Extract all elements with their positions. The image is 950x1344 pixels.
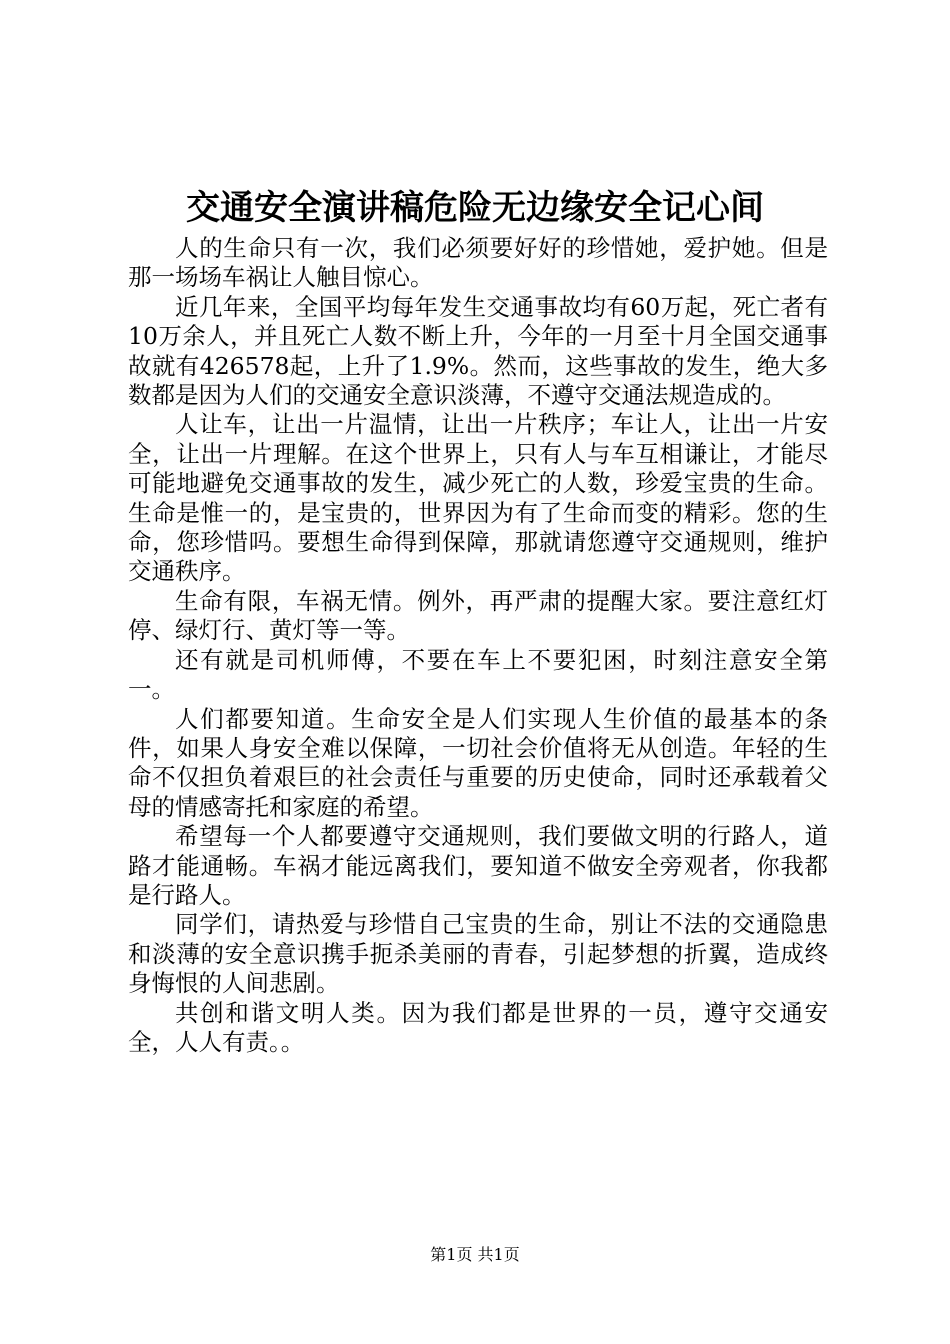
paragraph: 近几年来，全国平均每年发生交通事故均有60万起，死亡者有10万余人，并且死亡人数不断上升，今年的一月至十月全国交通事故就有426578起，上升了1.9%。然而，这些事故的发生，绝大多数都是因为人们的交通安全意识淡薄，不遵守交通法规造成的。: [128, 292, 828, 410]
page-footer: 第1页 共1页: [430, 1245, 520, 1264]
paragraph: 共创和谐文明人类。因为我们都是世界的一员，遵守交通安全，人人有责。。: [128, 998, 828, 1056]
paragraph: 希望每一个人都要遵守交通规则，我们要做文明的行路人，道路才能通畅。车祸才能远离我们，要知道不做安全旁观者，你我都是行路人。: [128, 822, 828, 909]
paragraph: 人们都要知道。生命安全是人们实现人生价值的最基本的条件，如果人身安全难以保障，一切社会价值将无从创造。年轻的生命不仅担负着艰巨的社会责任与重要的历史使命，同时还承载着父母的情感寄托和家庭的希望。: [128, 704, 828, 821]
paragraph: 生命有限，车祸无情。例外，再严肃的提醒大家。要注意红灯停、绿灯行、黄灯等一等。: [128, 586, 828, 645]
paragraph: 还有就是司机师傅，不要在车上不要犯困，时刻注意安全第一。: [128, 645, 828, 704]
paragraph: 人的生命只有一次，我们必须要好好的珍惜她，爱护她。但是那一场场车祸让人触目惊心。: [128, 234, 828, 292]
paragraph: 人让车，让出一片温情，让出一片秩序；车让人，让出一片安全，让出一片理解。在这个世界上，只有人与车互相谦让，才能尽可能地避免交通事故的发生，减少死亡的人数，珍爱宝贵的生命。生命是惟一的，是宝贵的，世界因为有了生命而变的精彩。您的生命，您珍惜吗。要想生命得到保障，那就请您遵守交通规则，维护交通秩序。: [128, 410, 828, 586]
document-title: 交通安全演讲稿危险无边缘安全记心间: [186, 188, 764, 228]
document-body: [128, 234, 828, 1057]
paragraph: 同学们，请热爱与珍惜自己宝贵的生命，别让不法的交通隐患和淡薄的安全意识携手扼杀美丽的青春，引起梦想的折翼，造成终身悔恨的人间悲剧。: [128, 910, 828, 998]
